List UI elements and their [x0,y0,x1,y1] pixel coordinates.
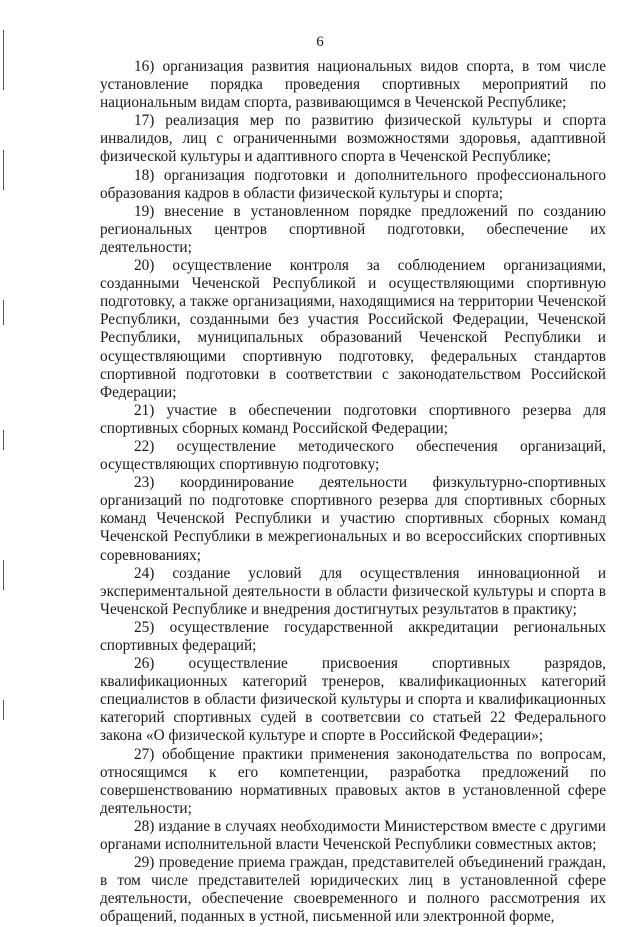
paragraph-item-22: 22) осуществление методического обеспечения организаций, осуществляющих спортивную подготовку; [100,437,606,474]
paragraph-item-29: 29) проведение приема граждан, представителей объединений граждан, в том числе представителей юридических лиц в установленной сфере деятельности, обеспечение своевременного и полного рассмотрения их обращений, поданных в устной, письменной или электронной форме, [100,854,606,926]
paragraph-item-25: 25) осуществление государственной аккредитации региональных спортивных федераций; [100,618,606,654]
paragraph-item-24: 24) создание условий для осуществления инновационной и экспериментальной деятельности в области физической культуры и спорта в Чеченской Республике и внедрения достигнутых результатов в практику; [100,564,606,618]
paragraph-item-18: 18) организация подготовки и дополнительного профессионального образования кадров в области физической культуры и спорта; [100,166,606,202]
document-body [100,58,606,927]
paragraph-item-26: 26) осуществление присвоения спортивных разрядов, квалификационных категорий тренеров, квалификационных категорий специалистов в области физической культуры и спорта и квалификационных категорий спортивных судей в соответсвии со статьей 22 Федерального закона «О физической культуре и спорте в Российской Федерации»; [100,655,606,745]
paragraph-item-19: 19) внесение в установленном порядке предложений по созданию региональных центров спортивной подготовки, обеспечение их деятельности; [100,202,606,256]
paragraph-item-17: 17) реализация мер по развитию физической культуры и спорта инвалидов, лиц с ограниченными возможностями здоровья, адаптивной физической культуры и адаптивного спорта в Чеченской Республике; [100,112,606,166]
paragraph-item-27: 27) обобщение практики применения законодательства по вопросам, относящимся к его компетенции, разработка предложений по совершенствованию нормативных правовых актов в установленной сфере деятельности; [100,745,606,817]
paragraph-item-20: 20) осуществление контроля за соблюдением организациями, созданными Чеченской Республикой и осуществляющими спортивную подготовку, а также организациями, находящимися на территории Чеченской Республики, созданными без участия Российской Федерации, Чеченской Республики, муниципальных образований Чеченской Республики и осуществляющими спортивную подготовку, федеральных стандартов спортивной подготовки в соответствии с законодательством Российской Федерации; [100,257,606,401]
scan-margin-marks [0,0,10,905]
paragraph-item-28: 28) издание в случаях необходимости Министерством вместе с другими органами исполнительной власти Чеченской Республики совместных актов; [100,817,606,854]
paragraph-item-23: 23) координирование деятельности физкультурно-спортивных организаций по подготовке спортивного резерва для спортивных сборных команд Чеченской Республики и участию спортивных сборных команд Чеченской Республики в межрегиональных и во всероссийских спортивных соревнованиях; [100,474,606,564]
page-number: 6 [316,34,324,50]
paragraph-item-21: 21) участие в обеспечении подготовки спортивного резерва для спортивных сборных команд Российской Федерации; [100,401,606,437]
paragraph-item-16: 16) организация развития национальных видов спорта, в том числе установление порядка проведения спортивных мероприятий по национальным видам спорта, развивающимся в Чеченской Республике; [100,58,606,112]
